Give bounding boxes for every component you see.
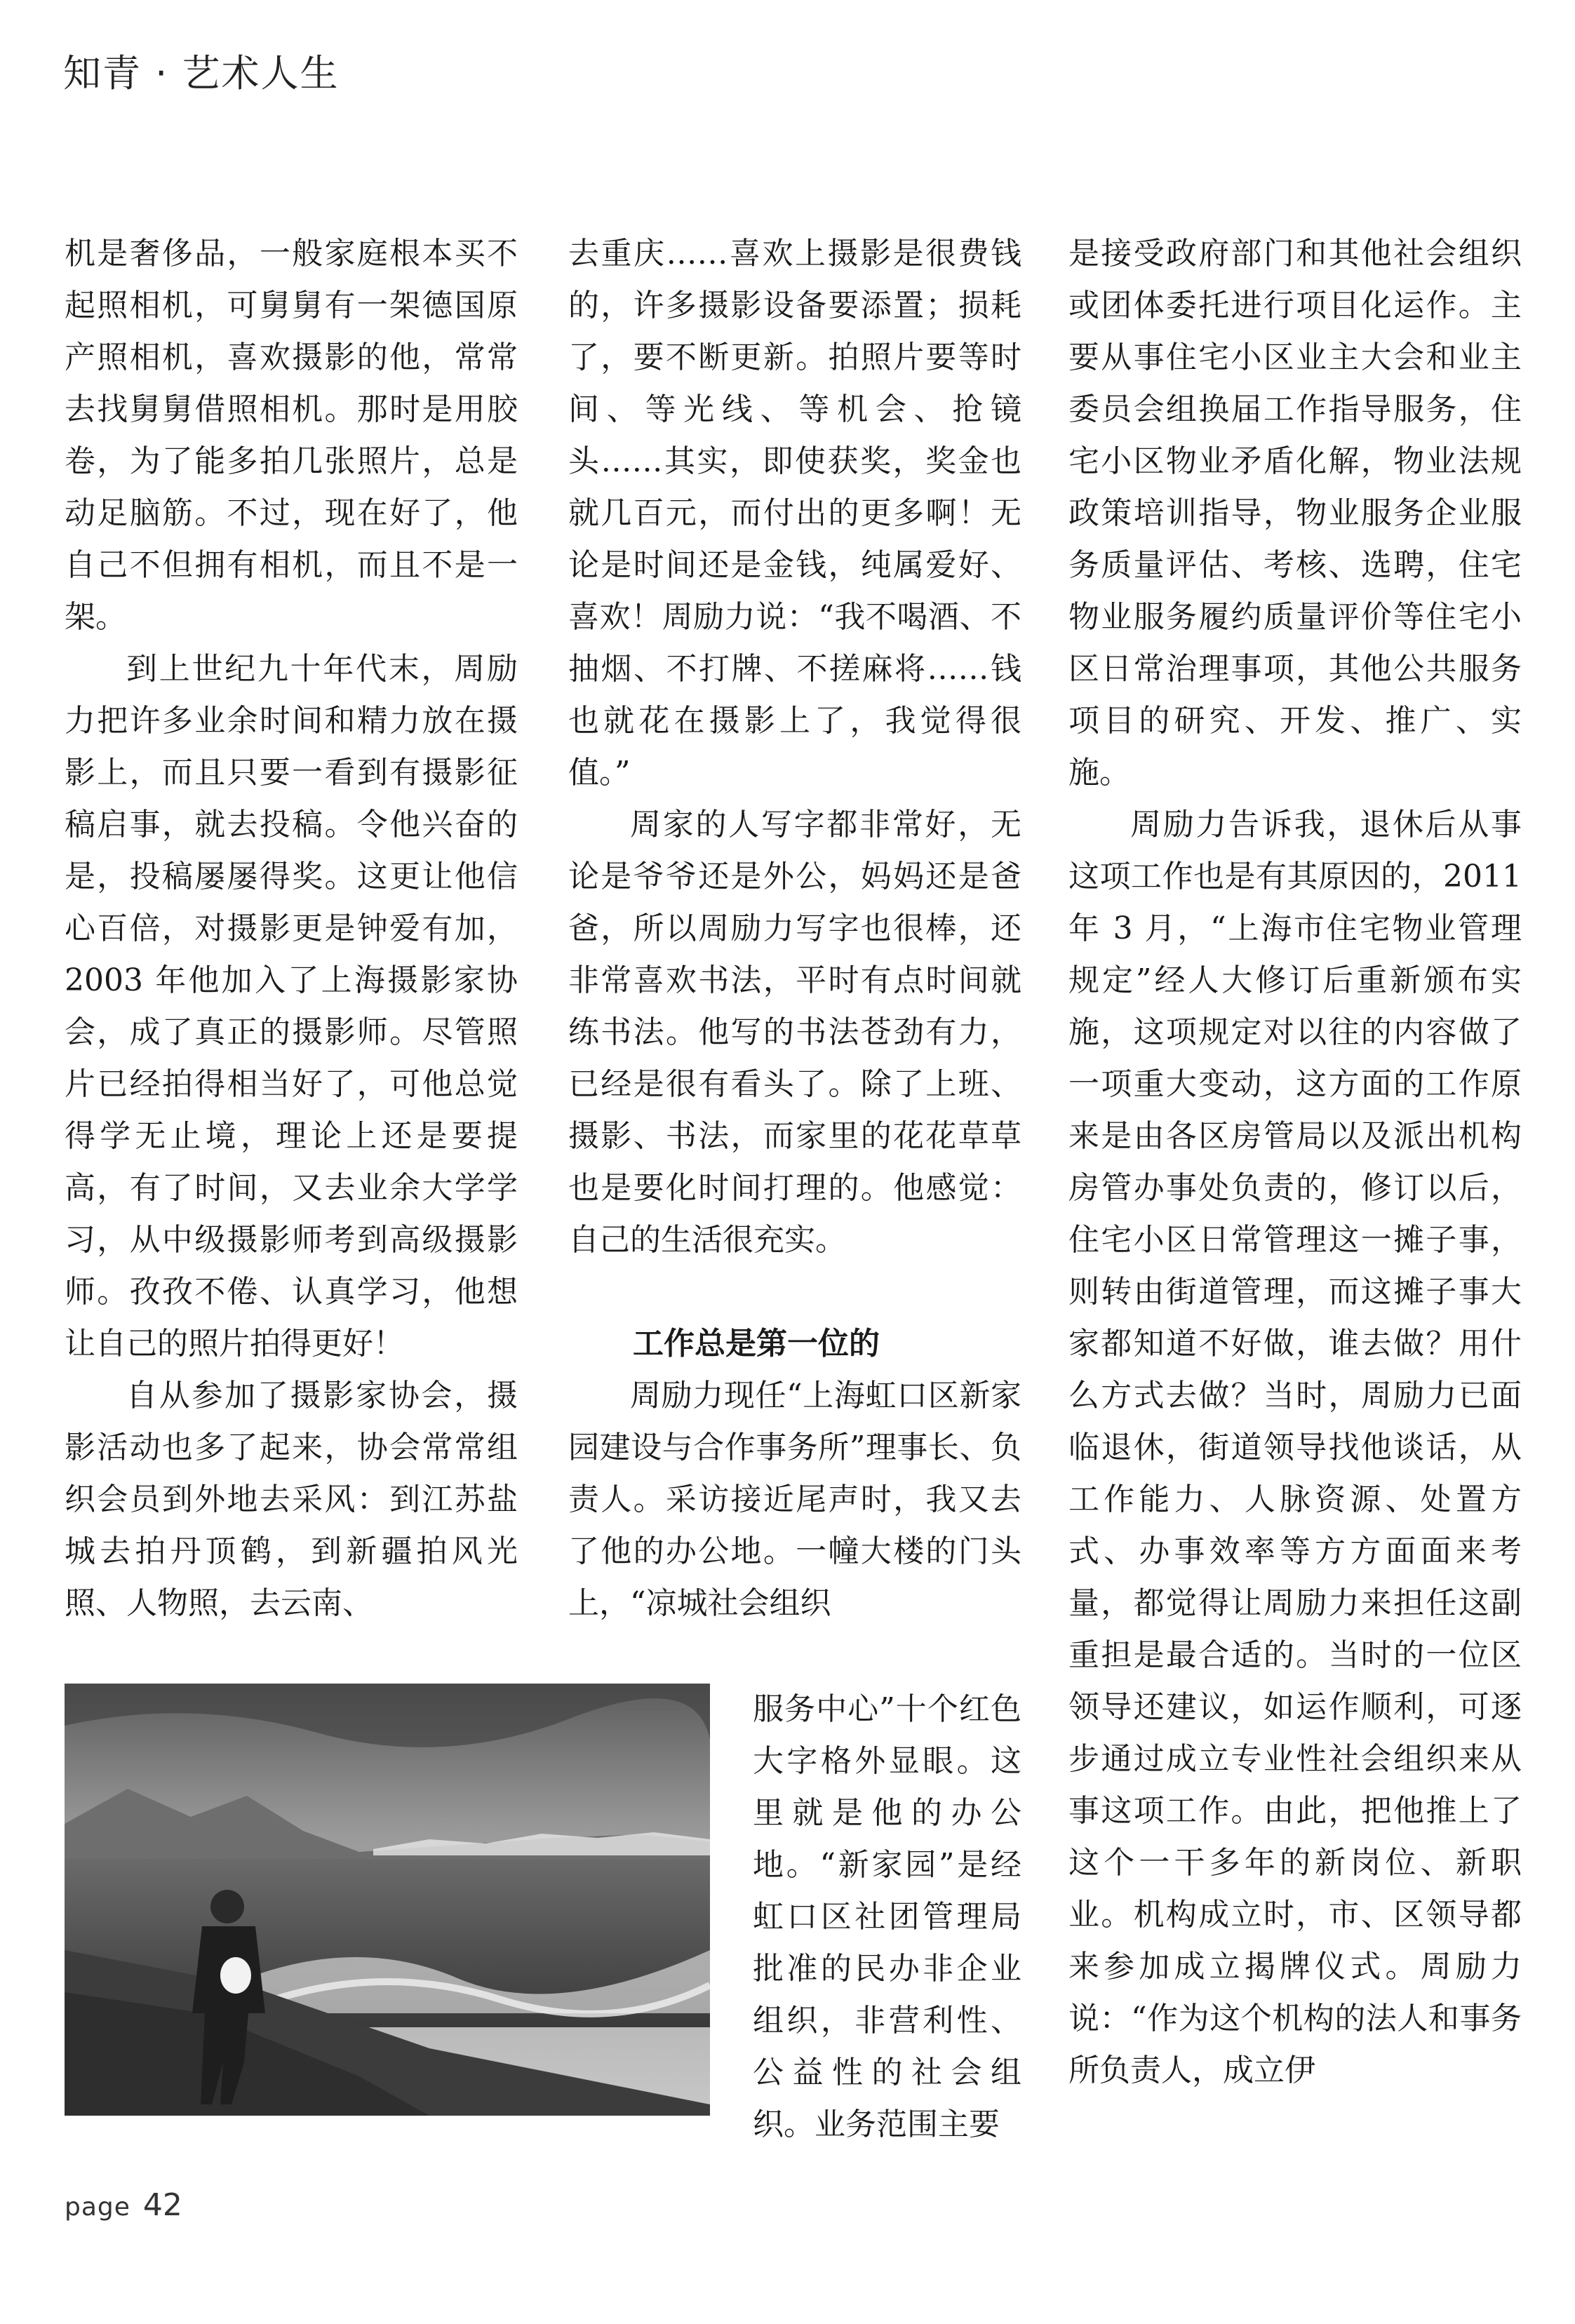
article-column-3 [1068, 228, 1522, 2097]
article-column-2 [568, 228, 1021, 1630]
paragraph: 到上世纪九十年代末，周励力把许多业余时间和精力放在摄影上，而且只要一看到有摄影征稿启事，就去投稿。令他兴奋的是，投稿屡屡得奖。这更让他信心百倍，对摄影更是钟爱有加，2003 年他加入了上海摄影家协会，成了真正的摄影师。尽管照片已经拍得相当好了，可他总觉得学无止境，理论上还是要提高，有了时间，又去业余大学学习，从中级摄影师考到高级摄影师。孜孜不倦、认真学习，他想让自己的照片拍得更好！ [65, 651, 518, 1362]
paragraph: 是接受政府部门和其他社会组织或团体委托进行项目化运作。主要从事住宅小区业主大会和业主委员会组换届工作指导服务，住宅小区物业矛盾化解，物业法规政策培训指导，物业服务企业服务质量评估、考核、选聘，住宅物业服务履约质量评价等住宅小区日常治理事项，其他公共服务项目的研究、开发、推广、实施。 [1068, 236, 1522, 791]
paragraph: 机是奢侈品，一般家庭根本买不起照相机，可舅舅有一架德国原产照相机，喜欢摄影的他，常常去找舅舅借照相机。那时是用胶卷，为了能多拍几张照片，总是动足脑筋。不过，现在好了，他自己不但拥有相机，而且不是一架。 [65, 236, 518, 635]
page-label: page [65, 2193, 130, 2222]
photo-man-at-lakeshore [65, 1684, 710, 2116]
paragraph: 服务中心”十个红色大字格外显眼。这里就是他的办公地。“新家园”是经虹口区社团管理局批准的民办非企业组织，非营利性、公益性的社会组织。业务范围主要 [753, 1691, 1021, 2142]
article-column-2-beside-photo [753, 1684, 1021, 2151]
running-header: 知青 · 艺术人生 [63, 51, 340, 95]
paragraph: 周励力现任“上海虹口区新家园建设与合作事务所”理事长、负责人。采访接近尾声时，我又去了他的办公地。一幢大楼的门头上，“凉城社会组织 [568, 1378, 1021, 1621]
page-footer [65, 2187, 182, 2223]
paragraph: 自从参加了摄影家协会，摄影活动也多了起来，协会常常组织会员到外地去采风：到江苏盐城去拍丹顶鹤，到新疆拍风光照、人物照，去云南、 [65, 1378, 518, 1621]
article-column-1 [65, 228, 518, 1630]
paragraph: 周励力告诉我，退休后从事这项工作也是有其原因的，2011 年 3 月，“上海市住宅物业管理规定”经人大修订后重新颁布实施，这项规定对以往的内容做了一项重大变动，这方面的工作原来是由各区房管局以及派出机构房管办事处负责的，修订以后，住宅小区日常管理这一摊子事，则转由街道管理，而这摊子事大家都知道不好做，谁去做？用什么方式去做？当时，周励力已面临退休，街道领导找他谈话，从工作能力、人脉资源、处置方式、办事效率等方方面面来考量，都觉得让周励力来担任这副重担是最合适的。当时的一位区领导还建议，如运作顺利，可逐步通过成立专业性社会组织来从事这项工作。由此，把他推上了这个一干多年的新岗位、新职业。机构成立时，市、区领导都来参加成立揭牌仪式。周励力说：“作为这个机构的法人和事务所负责人，成立伊 [1068, 807, 1522, 2088]
paragraph: 去重庆……喜欢上摄影是很费钱的，许多摄影设备要添置；损耗了，要不断更新。拍照片要等时间、等光线、等机会、抢镜头……其实，即使获奖，奖金也就几百元，而付出的更多啊！无论是时间还是金钱，纯属爱好、喜欢！周励力说：“我不喝酒、不抽烟、不打牌、不搓麻将……钱也就花在摄影上了，我觉得很值。” [568, 236, 1021, 791]
page-number: 42 [142, 2187, 182, 2223]
paragraph: 周家的人写字都非常好，无论是爷爷还是外公，妈妈还是爸爸，所以周励力写字也很棒，还非常喜欢书法，平时有点时间就练书法。他写的书法苍劲有力，已经是很有看头了。除了上班、摄影、书法，而家里的花花草草也是要化时间打理的。他感觉：自己的生活很充实。 [568, 807, 1021, 1258]
photo-image [65, 1684, 710, 2116]
section-heading: 工作总是第一位的 [633, 1326, 880, 1362]
